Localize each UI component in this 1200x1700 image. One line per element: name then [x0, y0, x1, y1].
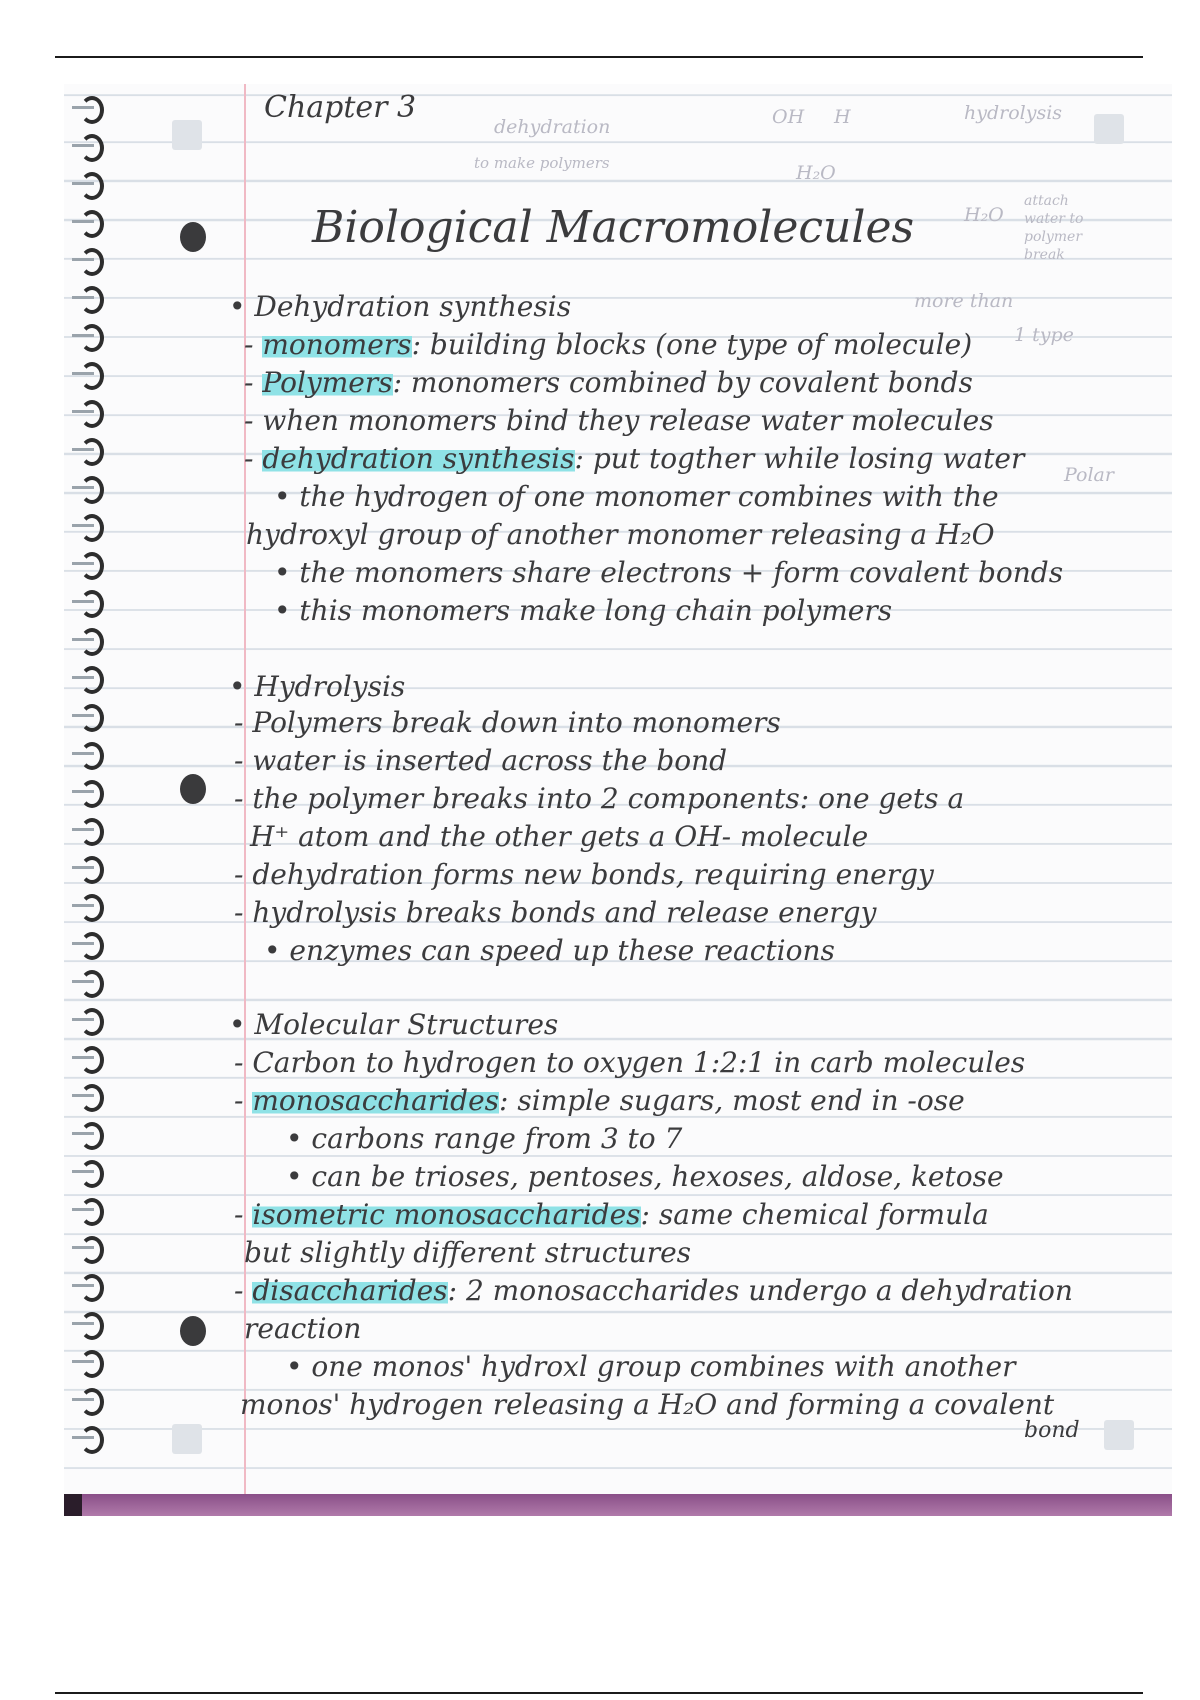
line-polymers-break: - Polymers break down into monomers [234, 706, 781, 739]
margin-note-h2o-right: H₂O [964, 204, 1004, 226]
line-dehydration-energy: - dehydration forms new bonds, requiring energy [234, 858, 934, 891]
coil-loop [80, 894, 104, 922]
coil-loop [80, 1008, 104, 1036]
bullet-hydrogen-combines: • the hydrogen of one monomer combines with the [274, 480, 999, 513]
line-bond: bond [1024, 1418, 1080, 1443]
def-monosaccharides: : simple sugars, most end in -ose [499, 1084, 965, 1117]
line-two-components: - the polymer breaks into 2 components: one gets a [234, 782, 965, 815]
bullet-hydroxl-group: • one monos' hydroxl group combines with another [286, 1350, 1016, 1383]
spiral-coil [72, 816, 106, 842]
bullet-long-chain: • this monomers make long chain polymers [274, 594, 893, 627]
coil-loop [80, 172, 104, 200]
punch-hole [180, 222, 206, 252]
punch-hole [180, 1316, 206, 1346]
spiral-coil [72, 208, 106, 234]
line-polymers: - Polymers: monomers combined by covalent bonds [244, 366, 973, 399]
binding-shadow [64, 1494, 82, 1516]
def-isometric-monosaccharides: : same chemical formula [640, 1198, 989, 1231]
def-dehydration-synthesis: : put togther while losing water [574, 442, 1025, 475]
coil-loop [80, 1046, 104, 1074]
def-monomers: : building blocks (one type of molecule) [411, 328, 973, 361]
coil-loop [80, 1160, 104, 1188]
notebook-page [64, 84, 1172, 1496]
spiral-coil [72, 664, 106, 690]
spiral-coil [72, 1006, 106, 1032]
coil-loop [80, 628, 104, 656]
spiral-coil [72, 94, 106, 120]
spiral-coil [72, 550, 106, 576]
spiral-coil [72, 892, 106, 918]
bullet-share-electrons: • the monomers share electrons + form covalent bonds [274, 556, 1064, 589]
page-title: Biological Macromolecules [312, 202, 915, 253]
spiral-coil [72, 398, 106, 424]
page-corner-mark [172, 120, 202, 150]
coil-loop [80, 438, 104, 466]
term-disaccharides: disaccharides [252, 1274, 448, 1307]
coil-loop [80, 742, 104, 770]
coil-loop [80, 1236, 104, 1264]
term-isometric-monosaccharides: isometric monosaccharides [252, 1198, 641, 1231]
coil-loop [80, 134, 104, 162]
line-h-atom: H⁺ atom and the other gets a OH- molecule [250, 820, 869, 853]
spiral-coil [72, 1348, 106, 1374]
margin-note-oh: OH [772, 106, 805, 128]
bullet-enzymes: • enzymes can speed up these reactions [264, 934, 835, 967]
spiral-coil [72, 968, 106, 994]
spiral-coil [72, 778, 106, 804]
spiral-coil [72, 132, 106, 158]
bullet-hydroxyl-group: hydroxyl group of another monomer releasing a H₂O [246, 518, 995, 551]
spiral-coil [72, 246, 106, 272]
spiral-coil [72, 360, 106, 386]
line-hydrolysis-energy: - hydrolysis breaks bonds and release energy [234, 896, 877, 929]
page-corner-mark [172, 1424, 202, 1454]
spiral-coil [72, 1234, 106, 1260]
coil-loop [80, 210, 104, 238]
coil-loop [80, 1312, 104, 1340]
bullet-trioses: • can be trioses, pentoses, hexoses, aldose, ketose [286, 1160, 1004, 1193]
punch-hole [180, 774, 206, 804]
coil-loop [80, 248, 104, 276]
term-polymers: Polymers [262, 366, 393, 399]
term-monosaccharides: monosaccharides [252, 1084, 500, 1117]
bullet-carbons-range: • carbons range from 3 to 7 [286, 1122, 683, 1155]
spiral-coil [72, 170, 106, 196]
margin-note-dehydration: dehydration [494, 116, 611, 138]
coil-loop [80, 818, 104, 846]
spiral-coil [72, 740, 106, 766]
spiral-coil [72, 1310, 106, 1336]
margin-note-hydrolysis: hydrolysis [964, 102, 1063, 124]
spiral-coil [72, 436, 106, 462]
spiral-coil [72, 474, 106, 500]
spiral-coil [72, 284, 106, 310]
margin-note-h2o: H₂O [796, 162, 836, 184]
spiral-coil [72, 702, 106, 728]
line-different-structures: but slightly different structures [244, 1236, 692, 1269]
spiral-coil [72, 1272, 106, 1298]
line-dehydration-synthesis: - dehydration synthesis: put togther while losing water [244, 442, 1025, 475]
line-isometric: - isometric monosaccharides: same chemical formula [234, 1198, 989, 1231]
coil-loop [80, 476, 104, 504]
def-polymers: : monomers combined by covalent bonds [392, 366, 973, 399]
coil-loop [80, 1084, 104, 1112]
margin-note-attach-water: attach water to polymer break [1024, 193, 1084, 263]
coil-loop [80, 324, 104, 352]
spiral-coil [72, 322, 106, 348]
line-reaction: reaction [244, 1312, 362, 1345]
coil-loop [80, 704, 104, 732]
spiral-coil [72, 588, 106, 614]
spiral-coil [72, 854, 106, 880]
spiral-coil [72, 930, 106, 956]
def-disaccharides: : 2 monosaccharides undergo a dehydration [447, 1274, 1073, 1307]
coil-loop [80, 96, 104, 124]
coil-loop [80, 362, 104, 390]
coil-loop [80, 932, 104, 960]
spiral-coil [72, 1120, 106, 1146]
margin-note-to-make-polymers: to make polymers [474, 154, 610, 172]
heading-hydrolysis: • Hydrolysis [229, 670, 406, 703]
coil-loop [80, 666, 104, 694]
coil-loop [80, 1122, 104, 1150]
line-disaccharides: - disaccharides: 2 monosaccharides undergo a dehydration [234, 1274, 1073, 1307]
notebook-bottom-edge [64, 1494, 1172, 1516]
coil-loop [80, 1274, 104, 1302]
coil-loop [80, 286, 104, 314]
page-bottom-rule [55, 1692, 1143, 1694]
coil-loop [80, 590, 104, 618]
page-top-rule [55, 56, 1143, 58]
coil-loop [80, 856, 104, 884]
coil-loop [80, 400, 104, 428]
line-release-water: - when monomers bind they release water molecules [244, 404, 994, 437]
coil-loop [80, 1198, 104, 1226]
spiral-coil [72, 1044, 106, 1070]
heading-molecular-structures: • Molecular Structures [229, 1008, 559, 1041]
term-dehydration-synthesis: dehydration synthesis [262, 442, 575, 475]
page-corner-mark [1104, 1420, 1134, 1450]
spiral-coil [72, 1386, 106, 1412]
spiral-coil [72, 1424, 106, 1450]
coil-loop [80, 552, 104, 580]
margin-note-one-type: 1 type [1014, 324, 1074, 346]
line-monomers: - monomers: building blocks (one type of molecule) [244, 328, 973, 361]
spiral-coil [72, 512, 106, 538]
term-monomers: monomers [262, 328, 412, 361]
coil-loop [80, 1388, 104, 1416]
chapter-label: Chapter 3 [264, 90, 417, 125]
page-corner-mark [1094, 114, 1124, 144]
spiral-coil [72, 1196, 106, 1222]
coil-loop [80, 780, 104, 808]
spiral-coil [72, 1158, 106, 1184]
spiral-coil [72, 1082, 106, 1108]
margin-note-polar: Polar [1064, 464, 1114, 486]
line-carbon-ratio: - Carbon to hydrogen to oxygen 1:2:1 in carb molecules [234, 1046, 1026, 1079]
line-water-inserted: - water is inserted across the bond [234, 744, 728, 777]
margin-note-more-than: more than [914, 290, 1014, 312]
coil-loop [80, 970, 104, 998]
margin-note-h: H [834, 106, 851, 128]
line-monosaccharides: - monosaccharides: simple sugars, most end in -ose [234, 1084, 965, 1117]
coil-loop [80, 514, 104, 542]
heading-dehydration-synthesis: • Dehydration synthesis [229, 290, 572, 323]
coil-loop [80, 1350, 104, 1378]
line-covalent: monos' hydrogen releasing a H₂O and forming a covalent [240, 1388, 1055, 1421]
coil-loop [80, 1426, 104, 1454]
spiral-coil [72, 626, 106, 652]
